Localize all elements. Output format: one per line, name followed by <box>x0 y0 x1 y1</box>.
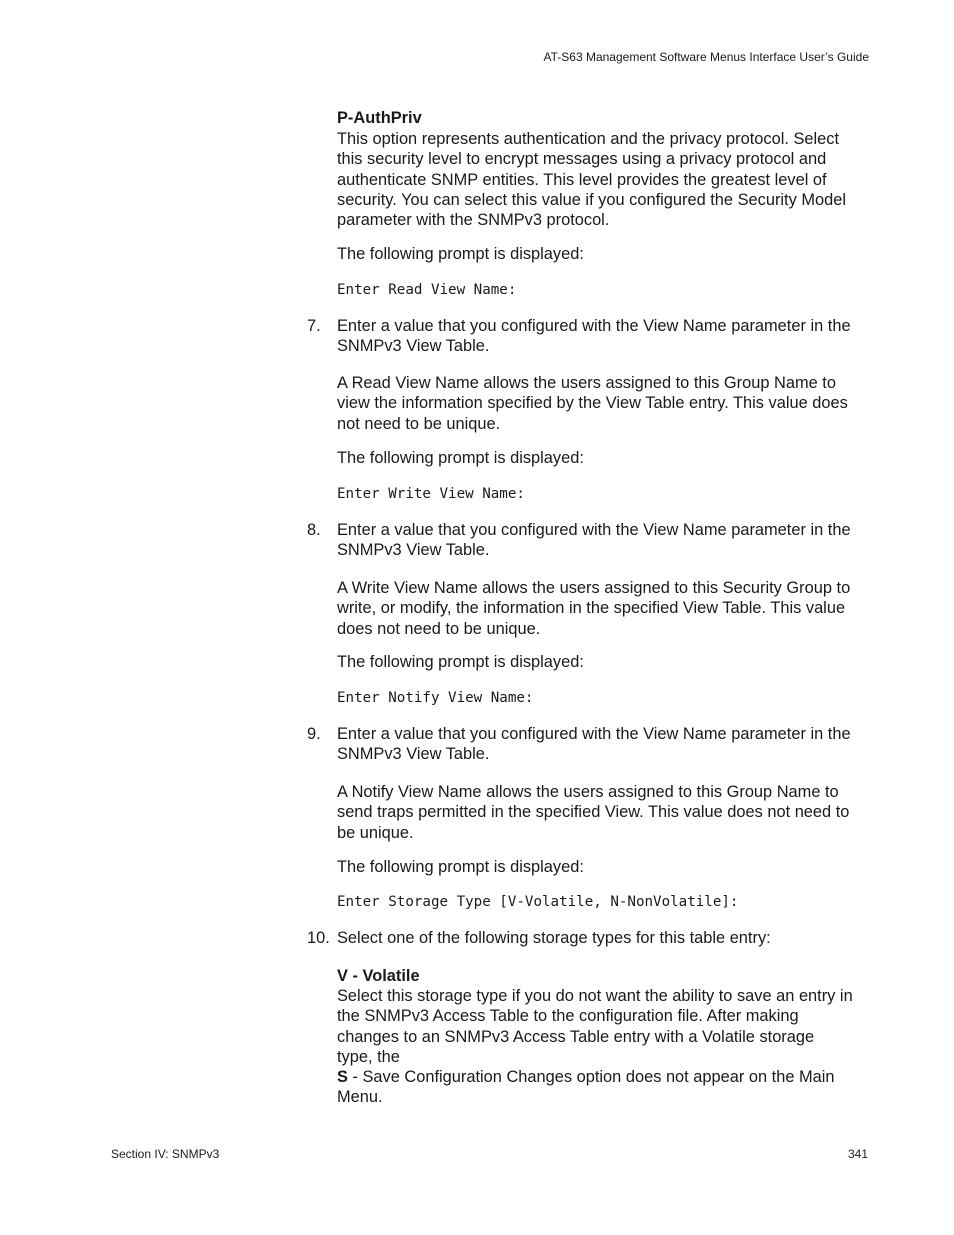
step-7-description <box>337 373 848 434</box>
page-number: 341 <box>847 1147 868 1161</box>
step-number-7: 7. <box>307 317 321 335</box>
prompt-code: Enter Write View Name: <box>337 486 525 502</box>
paragraph-line: send traps permitted in the specified View. This value does not need to <box>337 803 850 822</box>
paragraph-line: changes to an SNMPv3 Access Table entry with a Volatile storage <box>337 1027 815 1046</box>
paragraph-line: A Notify View Name allows the users assigned to this Group Name to <box>337 783 839 801</box>
paragraph-line: A Read View Name allows the users assigned to this Group Name to <box>337 374 836 392</box>
paragraph-line: type, the <box>337 1047 400 1066</box>
paragraph-line: This option represents authentication and the privacy protocol. Select <box>337 130 840 148</box>
option-description: - Save Configuration Changes option does not appear on the Main <box>347 1068 835 1087</box>
paragraph-line: view the information specified by the View Table entry. This value does <box>337 394 848 413</box>
paragraph-line: this security level to encrypt messages using a privacy protocol and <box>337 150 827 169</box>
paragraph-line: A Write View Name allows the users assigned to this Security Group to <box>337 579 851 597</box>
paragraph-line: the SNMPv3 Access Table to the configuration file. After making <box>337 1007 799 1026</box>
paragraph-line: Enter a value that you configured with the View Name parameter in the <box>337 521 851 539</box>
prompt-code: Enter Storage Type [V-Volatile, N-NonVolatile]: <box>337 894 739 910</box>
paragraph-line <box>337 1067 853 1087</box>
step-number-10: 10. <box>307 929 330 947</box>
paragraph-line: be unique. <box>337 823 414 842</box>
prompt-intro: The following prompt is displayed: <box>337 245 584 263</box>
paragraph-line: Menu. <box>337 1088 383 1107</box>
term-p-authpriv: P-AuthPriv <box>337 109 422 127</box>
paragraph-line: SNMPv3 View Table. <box>337 541 490 560</box>
footer-section: Section IV: SNMPv3 <box>111 1147 220 1161</box>
pauthpriv-paragraph <box>337 129 846 230</box>
paragraph-line: SNMPv3 View Table. <box>337 745 490 764</box>
paragraph-line: parameter with the SNMPv3 protocol. <box>337 211 610 230</box>
term-v-volatile: V - Volatile <box>337 967 420 985</box>
running-header: AT-S63 Management Software Menus Interface User’s Guide <box>543 50 869 64</box>
volatile-paragraph <box>337 986 853 1108</box>
prompt-intro: The following prompt is displayed: <box>337 858 584 876</box>
paragraph-line: not need to be unique. <box>337 414 501 433</box>
prompt-intro: The following prompt is displayed: <box>337 449 584 467</box>
step-8-description <box>337 578 850 639</box>
paragraph-line: write, or modify, the information in the specified View Table. This value <box>337 599 846 618</box>
step-number-8: 8. <box>307 521 321 539</box>
prompt-intro: The following prompt is displayed: <box>337 653 584 671</box>
paragraph-line: does not need to be unique. <box>337 619 541 638</box>
step-9-text <box>337 724 851 765</box>
step-number-9: 9. <box>307 725 321 743</box>
prompt-code: Enter Read View Name: <box>337 282 517 298</box>
step-9-description <box>337 782 849 843</box>
step-8-text <box>337 520 851 561</box>
paragraph-line: security. You can select this value if you configured the Security Model <box>337 190 846 209</box>
paragraph-line: SNMPv3 View Table. <box>337 337 490 356</box>
step-7-text <box>337 316 851 357</box>
paragraph-line: Enter a value that you configured with the View Name parameter in the <box>337 725 851 743</box>
paragraph-line: Select this storage type if you do not want the ability to save an entry in <box>337 987 853 1005</box>
step-10-text: Select one of the following storage types for this table entry: <box>337 929 771 947</box>
prompt-code: Enter Notify View Name: <box>337 690 534 706</box>
paragraph-line: authenticate SNMP entities. This level provides the greatest level of <box>337 170 827 189</box>
option-letter-s: S <box>337 1068 348 1087</box>
paragraph-line: Enter a value that you configured with the View Name parameter in the <box>337 317 851 335</box>
